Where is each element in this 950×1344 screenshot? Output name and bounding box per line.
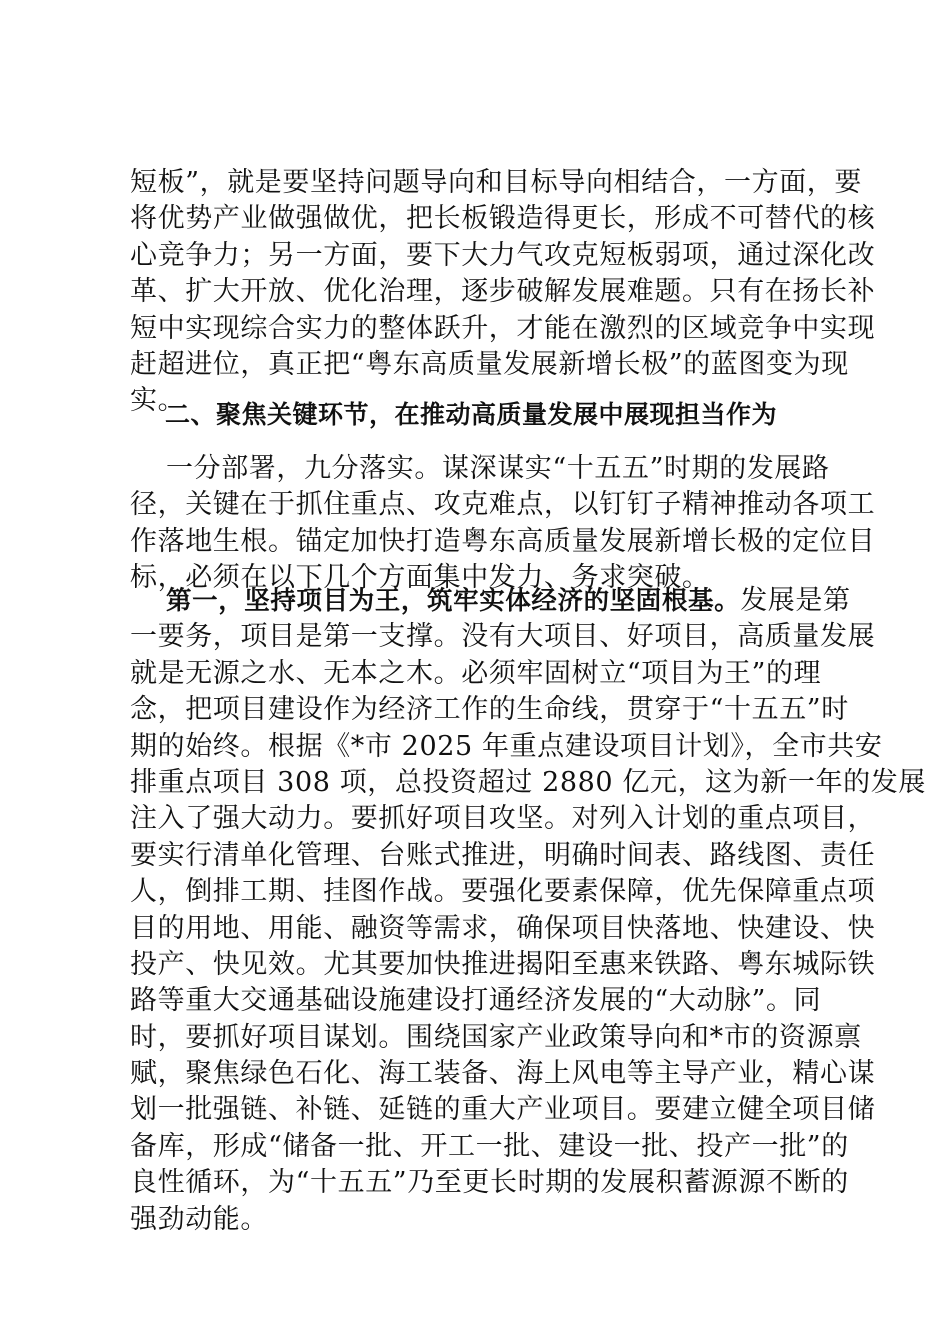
paragraph-1-line: 实。 — [130, 385, 186, 417]
paragraph-1-line: 短板”，就是要坚持问题导向和目标导向相结合，一方面，要 — [130, 167, 863, 198]
paragraph-2-line: 作落地生根。锚定加快打造粤东高质量发展新增长极的定位目 — [130, 525, 876, 557]
paragraph-3-line: 念，把项目建设作为经济工作的生命线，贯穿于“十五五”时 — [130, 694, 849, 726]
paragraph-3 — [130, 583, 926, 1238]
paragraph-3-line: 目的用地、用能、融资等需求，确保项目快落地、快建设、快 — [130, 912, 876, 944]
paragraph-3-line: 投产、快见效。尤其要加快推进揭阳至惠来铁路、粤东城际铁 — [130, 948, 876, 980]
paragraph-3-bold-lead: 第一，坚持项目为王，筑牢实体经济的坚固根基。 — [166, 586, 741, 616]
paragraph-1-line: 心竞争力；另一方面，要下大力气攻克短板弱项，通过深化改 — [130, 239, 876, 271]
paragraph-1 — [130, 165, 876, 420]
paragraph-3-line: 路等重大交通基础设施建设打通经济发展的“大动脉”。同 — [130, 985, 822, 1017]
paragraph-3-line: 划一批强链、补链、延链的重大产业项目。要建立健全项目储 — [130, 1094, 876, 1126]
paragraph-1-line: 赶超进位，真正把“粤东高质量发展新增长极”的蓝图变为现 — [130, 348, 849, 380]
paragraph-2-line: 一分部署，九分落实。谋深谋实“十五五”时期的发展路 — [166, 453, 830, 484]
paragraph-3-line: 时，要抓好项目谋划。围绕国家产业政策导向和*市的资源禀 — [130, 1021, 862, 1053]
paragraph-3-line: 强劲动能。 — [130, 1203, 268, 1235]
paragraph-3-line: 期的始终。根据《*市 2025 年重点建设项目计划》，全市共安 — [130, 730, 883, 762]
paragraph-2 — [130, 451, 876, 597]
section-heading: 二、聚焦关键环节，在推动高质量发展中展现担当作为 — [165, 400, 778, 429]
paragraph-1-line: 短中实现综合实力的整体跃升，才能在激烈的区域竞争中实现 — [130, 312, 876, 344]
paragraph-1-line: 革、扩大开放、优化治理，逐步破解发展难题。只有在扬长补 — [130, 276, 876, 308]
paragraph-3-line: 良性循环，为“十五五”乃至更长时期的发展积蓄源源不断的 — [130, 1167, 849, 1199]
paragraph-3-line: 人，倒排工期、挂图作战。要强化要素保障，优先保障重点项 — [130, 876, 876, 908]
paragraph-3-line: 一要务，项目是第一支撑。没有大项目、好项目，高质量发展 — [130, 621, 876, 653]
paragraph-2-line: 径，关键在于抓住重点、攻克难点，以钉钉子精神推动各项工 — [130, 489, 876, 521]
paragraph-1-line: 将优势产业做强做优，把长板锻造得更长，形成不可替代的核 — [130, 203, 876, 235]
paragraph-3-line: 排重点项目 308 项，总投资超过 2880 亿元，这为新一年的发展 — [130, 766, 926, 798]
paragraph-3-line: 注入了强大动力。要抓好项目攻坚。对列入计划的重点项目， — [130, 803, 876, 835]
paragraph-3-first-line-rest: 发展是第 — [740, 585, 851, 616]
paragraph-3-line: 赋，聚焦绿色石化、海工装备、海上风电等主导产业，精心谋 — [130, 1058, 876, 1090]
paragraph-3-first-line — [130, 583, 851, 619]
paragraph-2-line: 标，必须在以下几个方面集中发力、务求突破。 — [130, 562, 710, 594]
paragraph-3-line: 备库，形成“储备一批、开工一批、建设一批、投产一批”的 — [130, 1130, 849, 1162]
paragraph-3-line: 要实行清单化管理、台账式推进，明确时间表、路线图、责任 — [130, 839, 876, 871]
paragraph-3-line: 就是无源之水、无本之木。必须牢固树立“项目为王”的理 — [130, 657, 822, 689]
